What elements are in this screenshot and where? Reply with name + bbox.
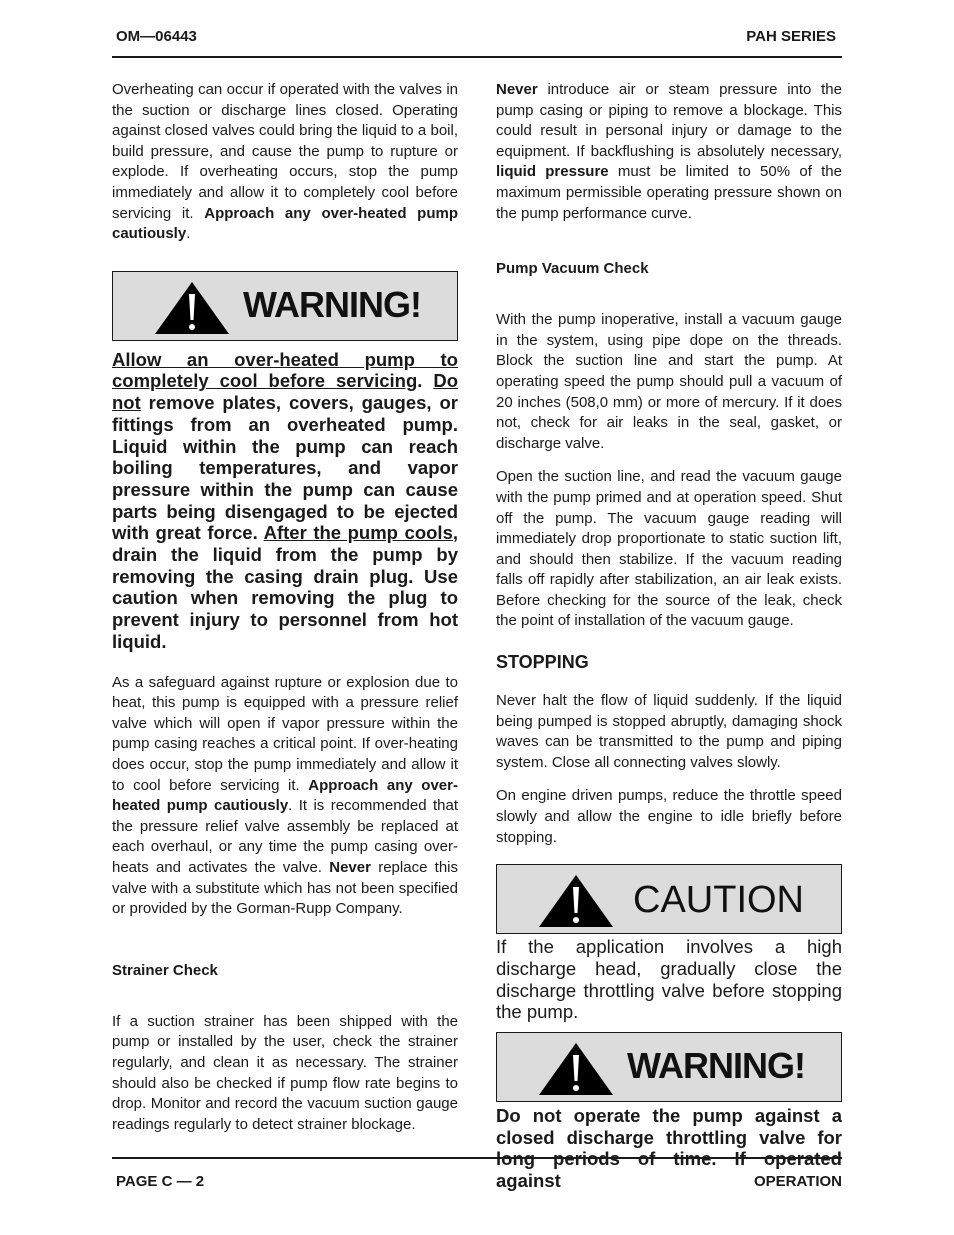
- engine-driven-paragraph: On engine driven pumps, reduce the throttle speed slowly and allow the engine to idle briefly before stopping.: [496, 787, 842, 846]
- document-id: OM—06443: [116, 28, 197, 45]
- left-column: [112, 80, 458, 1135]
- strainer-check-heading: Strainer Check: [112, 961, 218, 979]
- warning-banner-2: [496, 1032, 842, 1102]
- pressure-relief-paragraph: As a safeguard against rupture or explosion due to heat, this pump is equipped with a pressure relief valve which will open if vapor pressure within the pump casing reaches a critical point. If over-heating does occur, stop the pump immediately and allow it to cool before servicing it. Approach any over-heated pump cautiously. It is recommended that the pressure relief valve assembly be replaced at each overhaul, or any time the pump casing over-heats and activates the valve. Never replace this valve with a substitute which has not been specified or provided by the Gorman-Rupp Company.: [112, 673, 459, 918]
- warning-label: WARNING!: [243, 283, 421, 325]
- closed-valve-warning: Do not operate the pump against a closed discharge throttling valve for against: [496, 1105, 842, 1192]
- warning-banner: [112, 271, 458, 341]
- footer-rule: [112, 1157, 842, 1159]
- pump-vacuum-check-heading: Pump Vacuum Check: [496, 260, 649, 278]
- suction-line-paragraph: Open the suction line, and read the vacuum gauge with the pump primed and at operation speed. Shut off the pump. The vacuum gauge reading will immediately drop proportionate to static suction lift, and should then stabilize. If the vacuum reading falls off rapidly after stabilization, an air leak exists. Before checking for the source of the leak, check the point of installation of the vacuum gauge.: [496, 468, 842, 630]
- stopping-heading: STOPPING: [496, 652, 589, 673]
- caution-label: CAUTION: [633, 879, 804, 922]
- caution-banner: [496, 864, 842, 934]
- warning-label-2: WARNING!: [627, 1045, 805, 1087]
- warning-triangle-icon: [537, 1041, 615, 1097]
- section-name: OPERATION: [753, 1173, 842, 1190]
- backflush-paragraph: Never introduce air or steam pressure into the pump casing or piping to remove a blockage. This could result in personal injury or damage to the equipment. If backflushing is absolutely necessary, liquid pressure must be limited to 50% of the maximum permissible operating pressure shown on the pump performance curve.: [496, 81, 842, 222]
- vacuum-gauge-paragraph: With the pump inoperative, install a vacuum gauge in the system, using pipe dope on the threads. Block the suction line and start the pump. At operating speed the pump should pull a vacuum of 20 inches (508,0 mm) or more of mercury. If it does not, check for air leaks in the seal, gasket, or discharge valve.: [496, 311, 842, 452]
- page-number: PAGE C — 2: [116, 1173, 205, 1190]
- halt-flow-paragraph: Never halt the flow of liquid suddenly. If the liquid being pumped is stopped abruptly, damaging shock waves can be transmitted to the pump and piping system. Close all connecting valves slowly.: [496, 692, 842, 771]
- header-rule: [112, 56, 842, 58]
- right-column: [496, 80, 842, 1192]
- caution-triangle-icon: [537, 873, 615, 929]
- overheated-pump-warning: Allow an over-heated pump to completely cool before servicing. Do not remove plates, covers, gauges, or fittings from an overheated pump. Liquid within the pump can reach boiling temperatures, and vapor pressure within the pump can cause parts being disengaged to be ejected with great force. After the pump cools, drain the liquid from the pump by removing the casing drain plug. Use caution when removing the plug to prevent injury to personnel from hot liquid.: [112, 348, 458, 652]
- approach-cautiously-bold: Approach any over-heated pump cautiously: [112, 204, 458, 243]
- overheating-paragraph: Overheating can occur if operated with the valves in the suction or discharge lines closed. Operating against closed valves could bring the liquid to a boil, build pressure, and cause the pump to rupture or explode. If overheating occurs, stop the pump immediately and allow it to completely cool before servicing it. Approach any over-heated pump cautiously.: [112, 81, 458, 243]
- warning-triangle-icon: [153, 280, 231, 336]
- series-title: PAH SERIES: [746, 28, 836, 45]
- strainer-paragraph: If a suction strainer has been shipped with the pump or installed by the user, check the strainer regularly, and clean it as necessary. The strainer should also be checked if pump flow rate begins to drop. Monitor and record the vacuum suction gauge readings regularly to detect strainer blockage.: [112, 1012, 458, 1133]
- caution-text: If the application involves a high discharge head, gradually close the discharge throttling valve before stopping the pump.: [496, 936, 842, 1023]
